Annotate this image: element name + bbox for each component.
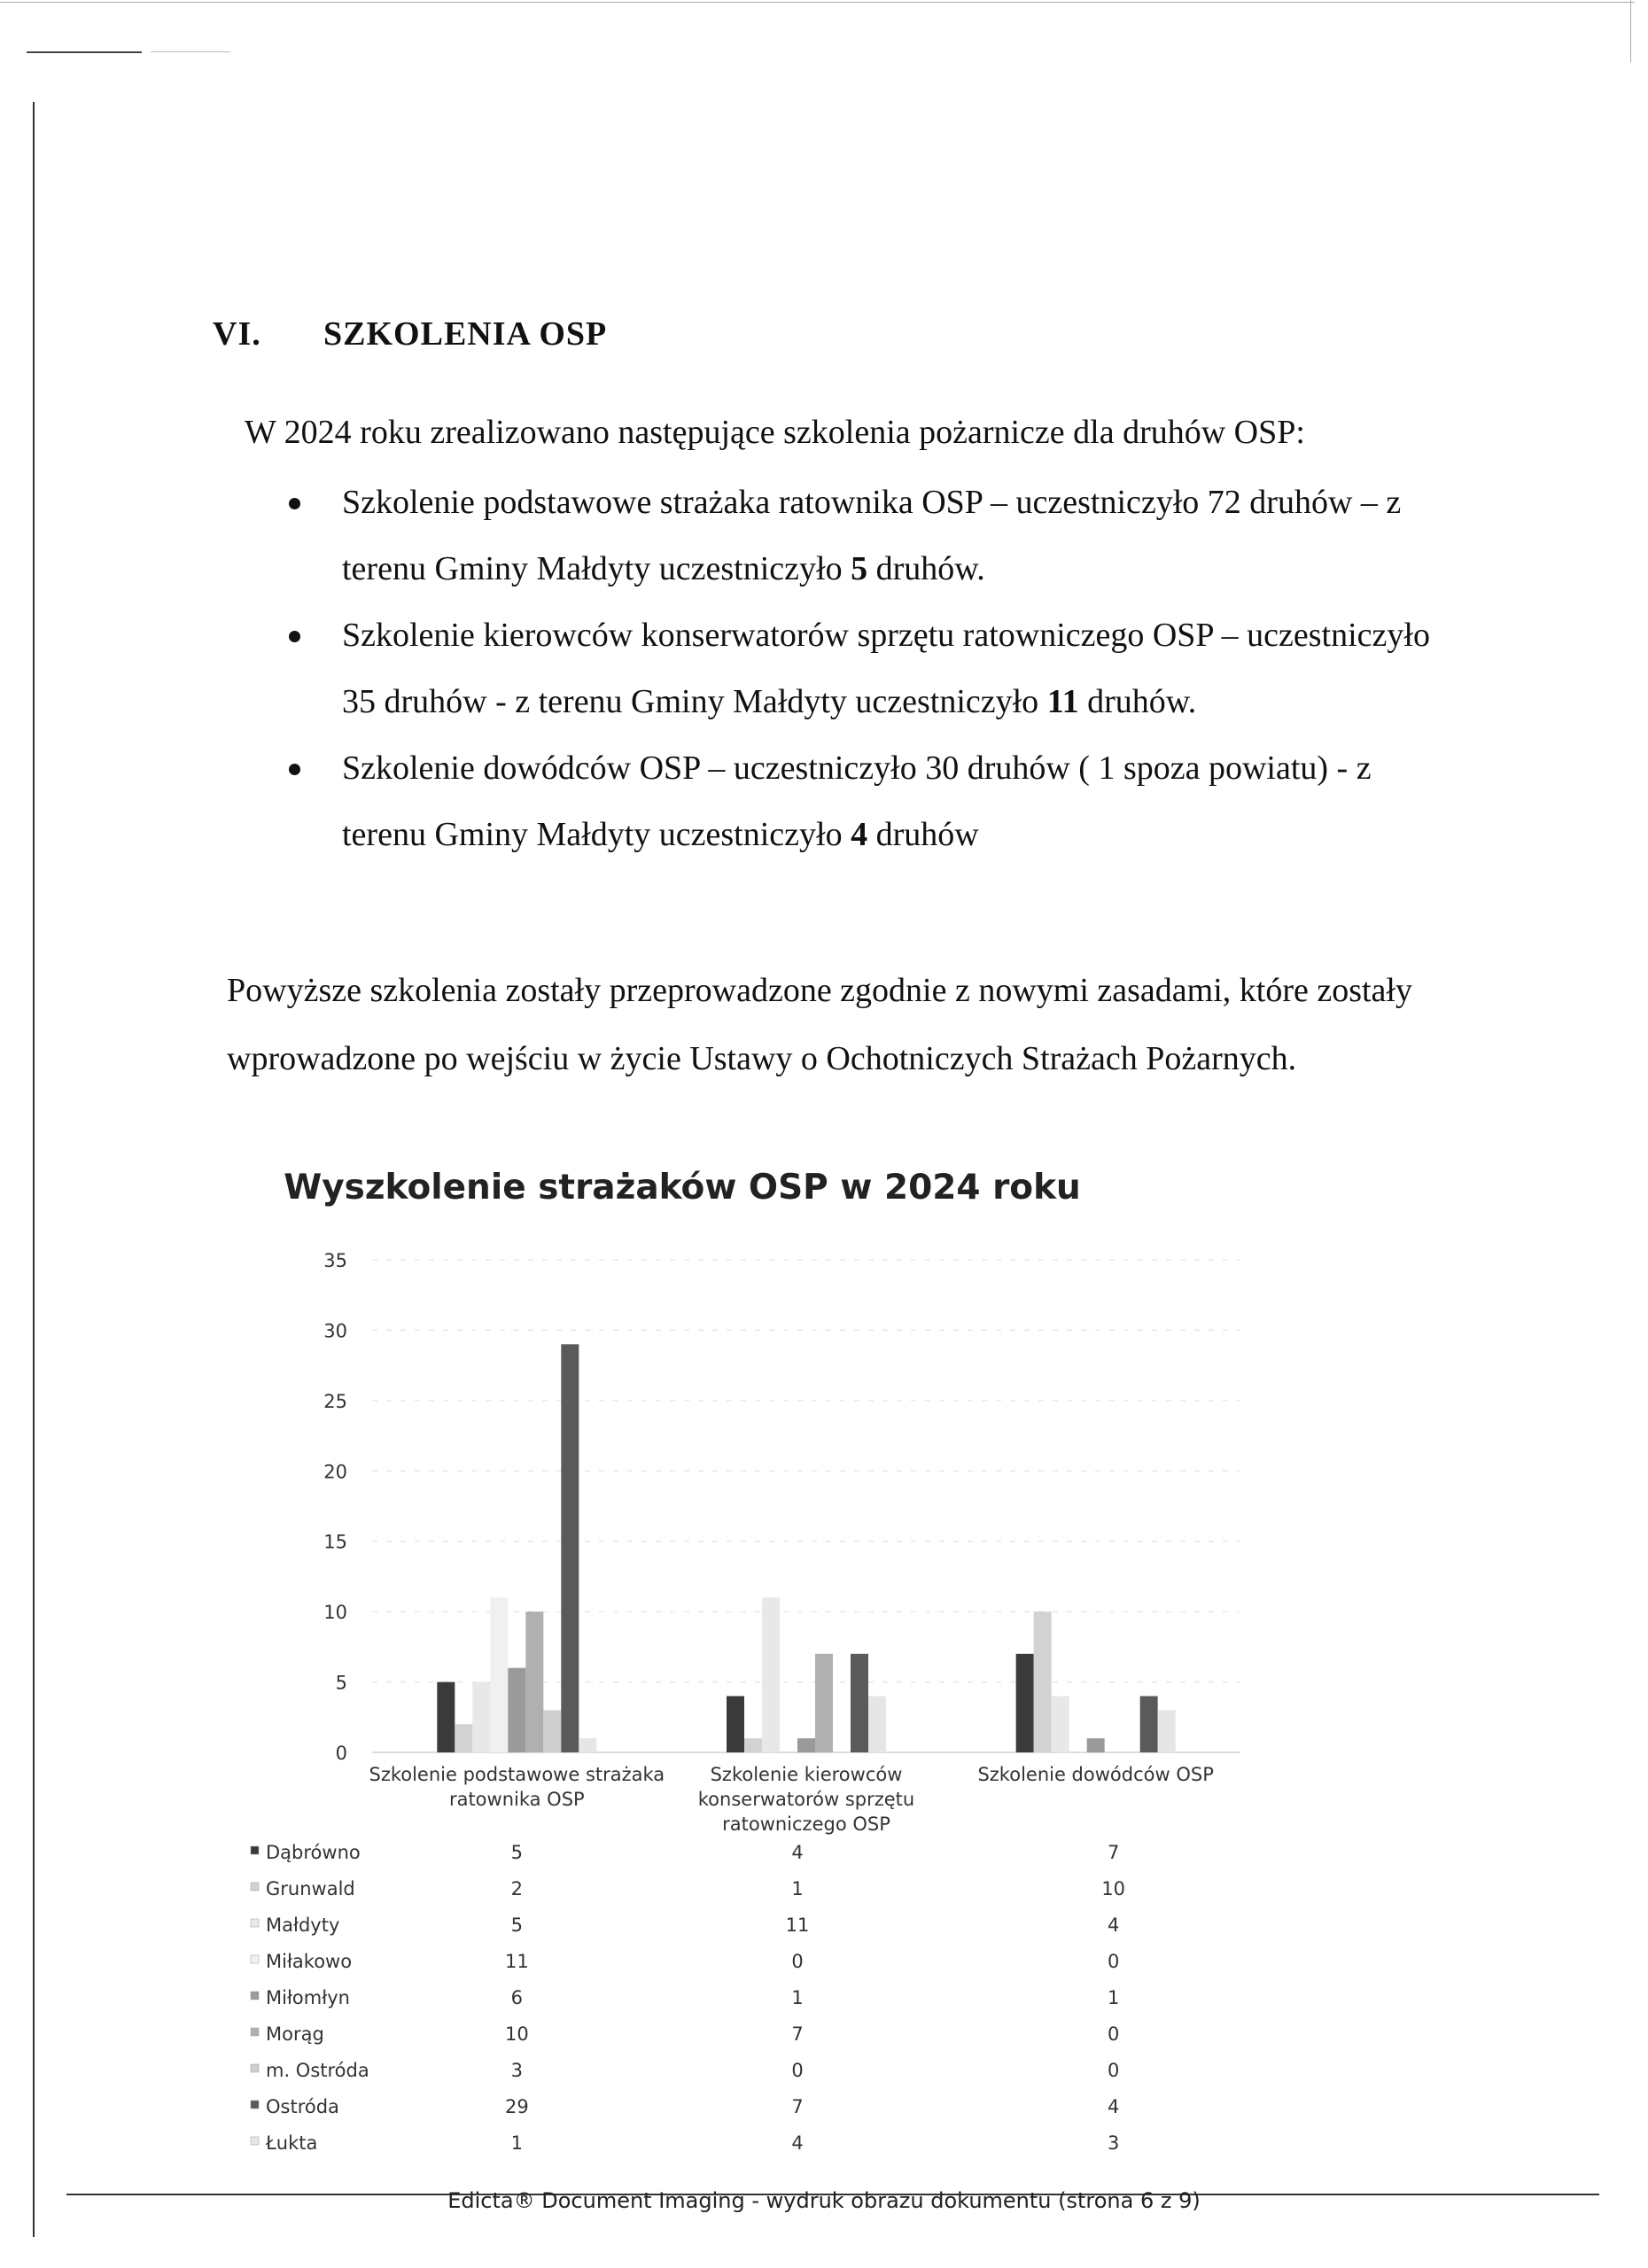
y-tick-label: 15 xyxy=(323,1531,347,1553)
legend-swatch xyxy=(251,1846,259,1854)
y-tick-label: 20 xyxy=(323,1461,347,1483)
bar xyxy=(1016,1654,1034,1752)
bar xyxy=(727,1696,744,1752)
data-value: 5 xyxy=(510,1842,524,1863)
category-label: Szkolenie podstawowe strażaka ratownika OSP xyxy=(369,1764,665,1810)
legend-entry: Ostróda xyxy=(266,2096,339,2117)
legend-swatch xyxy=(251,1992,259,2000)
training-item-text: Szkolenie podstawowe strażaka ratownika OSP – uczestniczyło 72 druhów – z terenu Gminy Małdyty uczestniczyło xyxy=(342,484,1402,587)
section-number: VI. xyxy=(213,315,261,353)
bar xyxy=(1140,1696,1158,1752)
data-value: 7 xyxy=(791,2023,804,2045)
training-item-tail: druhów. xyxy=(867,550,985,587)
outro-paragraph: Powyższe szkolenia zostały przeprowadzone zgodnie z nowymi zasadami, które zostały wprowadzone po wejściu w życie Ustawy o Ochotniczych Strażach Pożarnych. xyxy=(227,972,1412,1077)
training-item-count: 4 xyxy=(851,816,868,853)
data-value: 3 xyxy=(510,2060,524,2081)
data-value: 0 xyxy=(1107,1951,1120,1972)
bar xyxy=(762,1597,780,1752)
bar xyxy=(744,1738,762,1752)
legend-swatch xyxy=(251,2101,259,2109)
y-tick-label: 35 xyxy=(323,1250,347,1271)
category-label: Szkolenie kierowców konserwatorów sprzętu ratowniczego OSP xyxy=(697,1764,915,1835)
legend-swatch xyxy=(251,2137,259,2145)
legend-swatch xyxy=(251,1955,259,1963)
data-value: 11 xyxy=(504,1951,529,1972)
legend-swatch xyxy=(251,2028,259,2036)
legend-swatch xyxy=(251,1919,259,1927)
data-value: 1 xyxy=(791,1878,804,1899)
data-value: 2 xyxy=(510,1878,524,1899)
bar xyxy=(490,1597,508,1752)
legend-entry: Morąg xyxy=(266,2023,324,2045)
bar xyxy=(579,1738,596,1752)
y-tick-label: 5 xyxy=(335,1672,347,1694)
training-item-count: 11 xyxy=(1046,683,1079,720)
data-value: 10 xyxy=(504,2023,529,2045)
legend-swatch xyxy=(251,2064,259,2072)
training-item-count: 5 xyxy=(851,550,868,587)
bar xyxy=(455,1724,472,1752)
bar xyxy=(815,1654,833,1752)
intro-paragraph: W 2024 roku zrealizowano następujące szkolenia pożarnicze dla druhów OSP: xyxy=(245,414,1305,451)
data-value: 4 xyxy=(791,1842,804,1863)
chart-title: Wyszkolenie strażaków OSP w 2024 roku xyxy=(284,1168,1081,1208)
bar xyxy=(561,1344,579,1752)
legend-entry: Dąbrówno xyxy=(266,1842,361,1863)
data-value: 0 xyxy=(1107,2060,1120,2081)
data-value: 0 xyxy=(1107,2023,1120,2045)
bar xyxy=(797,1738,815,1752)
bar xyxy=(1087,1738,1105,1752)
y-tick-label: 25 xyxy=(323,1390,347,1412)
legend-entry: Miłomłyn xyxy=(266,1987,350,2008)
legend-entry: Małdyty xyxy=(266,1915,340,1936)
data-value: 29 xyxy=(504,2096,529,2117)
bar xyxy=(525,1612,543,1752)
bar xyxy=(851,1654,868,1752)
data-value: 0 xyxy=(791,1951,804,1972)
legend-swatch xyxy=(251,1883,259,1891)
data-value: 5 xyxy=(510,1915,524,1936)
footer-text: Edicta® Document Imaging - wydruk obrazu dokumentu (strona 6 z 9) xyxy=(447,2188,1201,2213)
data-value: 1 xyxy=(791,1987,804,2008)
legend-entry: Miłakowo xyxy=(266,1951,353,1972)
bar xyxy=(508,1668,525,1752)
bar xyxy=(543,1710,561,1752)
data-value: 3 xyxy=(1107,2132,1120,2154)
legend-entry: m. Ostróda xyxy=(266,2060,369,2081)
bar xyxy=(868,1696,886,1752)
section-title: SZKOLENIA OSP xyxy=(323,315,608,353)
training-item-tail: druhów xyxy=(867,816,979,853)
data-value: 6 xyxy=(510,1987,524,2008)
data-value: 4 xyxy=(791,2132,804,2154)
training-item-text: Szkolenie dowódców OSP – uczestniczyło 30 druhów ( 1 spoza powiatu) - z terenu Gminy Małdyty uczestniczyło xyxy=(342,750,1372,853)
bar xyxy=(1034,1612,1052,1752)
data-value: 7 xyxy=(1107,1842,1120,1863)
training-item-tail: druhów. xyxy=(1078,683,1197,720)
data-value: 1 xyxy=(510,2132,524,2154)
data-value: 4 xyxy=(1107,1915,1120,1936)
y-tick-label: 30 xyxy=(323,1320,347,1342)
legend-entry: Grunwald xyxy=(266,1878,355,1899)
data-value: 11 xyxy=(785,1915,810,1936)
bar xyxy=(437,1682,455,1752)
legend-entry: Łukta xyxy=(266,2132,318,2154)
bar xyxy=(472,1682,490,1752)
data-value: 1 xyxy=(1107,1987,1120,2008)
category-label: Szkolenie dowódców OSP xyxy=(977,1764,1214,1785)
data-value: 0 xyxy=(791,2060,804,2081)
training-item-text: Szkolenie kierowców konserwatorów sprzętu ratowniczego OSP – uczestniczyło 35 druhów - z terenu Gminy Małdyty uczestniczyło xyxy=(342,617,1430,720)
data-value: 4 xyxy=(1107,2096,1120,2117)
data-value: 10 xyxy=(1101,1878,1126,1899)
bar xyxy=(1052,1696,1069,1752)
data-value: 7 xyxy=(791,2096,804,2117)
y-tick-label: 10 xyxy=(323,1602,347,1624)
bar xyxy=(1158,1710,1176,1752)
y-tick-label: 0 xyxy=(335,1743,347,1764)
